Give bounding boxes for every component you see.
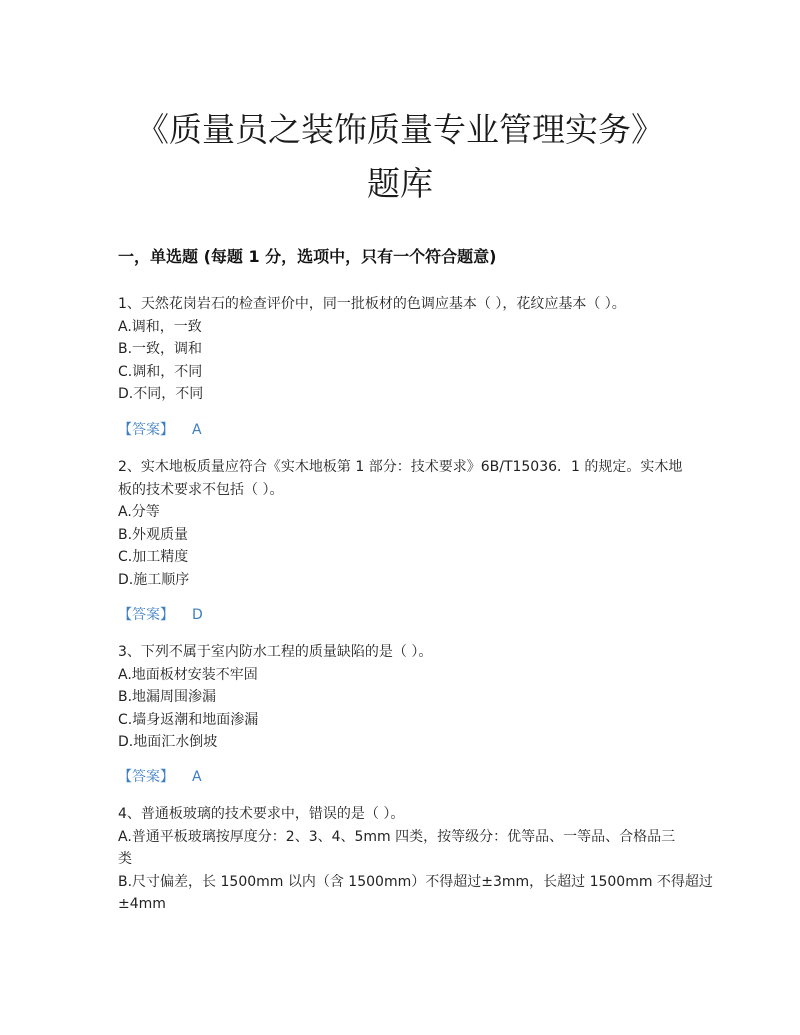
option-a: A.分等 <box>118 504 160 520</box>
answer-3 <box>118 766 202 788</box>
answer-label: 【答案】 <box>118 607 174 623</box>
section-heading: 一，单选题 (每题 1 分，选项中，只有一个符合题意) <box>118 247 497 266</box>
question-1 <box>118 293 688 406</box>
option-d: D.不同，不同 <box>118 386 204 402</box>
answer-label: 【答案】 <box>118 769 174 785</box>
answer-value: A <box>192 422 202 438</box>
answer-value: D <box>192 607 203 623</box>
document-title-line1: 《质量员之装饰质量专业管理实务》 <box>136 110 664 149</box>
question-text: 1、天然花岗岩石的检查评价中，同一批板材的色调应基本（ ），花纹应基本（ ）。 <box>118 296 626 312</box>
document-title-line2: 题库 <box>367 164 433 203</box>
option-a: A.普通平板玻璃按厚度分：2、3、4、5mm 四类，按等级分：优等品、一等品、合格品三 <box>118 828 676 845</box>
question-text-continued: 板的技术要求不包括（ ）。 <box>118 481 284 498</box>
question-4 <box>118 803 713 916</box>
option-b: B.外观质量 <box>118 526 189 543</box>
option-c: C.墙身返潮和地面渗漏 <box>118 711 259 728</box>
option-b: B.地漏周围渗漏 <box>118 689 217 705</box>
question-text: 2、实木地板质量应符合《实木地板第 1 部分：技术要求》6B/T15036．1 的规定。实木地 <box>118 459 683 475</box>
option-a: A.地面板材安装不牢固 <box>118 666 258 683</box>
option-d: D.地面汇水倒坡 <box>118 734 218 750</box>
answer-1 <box>118 419 202 441</box>
answer-2 <box>118 604 203 626</box>
question-text: 4、普通板玻璃的技术要求中，错误的是（ ）。 <box>118 806 405 822</box>
question-3 <box>118 641 688 754</box>
option-c: C.加工精度 <box>118 549 189 565</box>
option-b: B.尺寸偏差，长 1500mm 以内（含 1500mm）不得超过±3mm，长超过 1500mm 不得超过 <box>118 873 713 890</box>
option-a: A.调和，一致 <box>118 318 202 335</box>
option-b: B.一致，调和 <box>118 341 203 357</box>
option-a-continued: 类 <box>118 851 132 867</box>
answer-value: A <box>192 769 202 785</box>
option-b-continued: ±4mm <box>118 896 166 912</box>
question-2 <box>118 456 688 591</box>
option-c: C.调和，不同 <box>118 363 203 380</box>
answer-label: 【答案】 <box>118 422 174 438</box>
option-d: D.施工顺序 <box>118 571 190 588</box>
question-text: 3、下列不属于室内防水工程的质量缺陷的是（ ）。 <box>118 644 433 660</box>
